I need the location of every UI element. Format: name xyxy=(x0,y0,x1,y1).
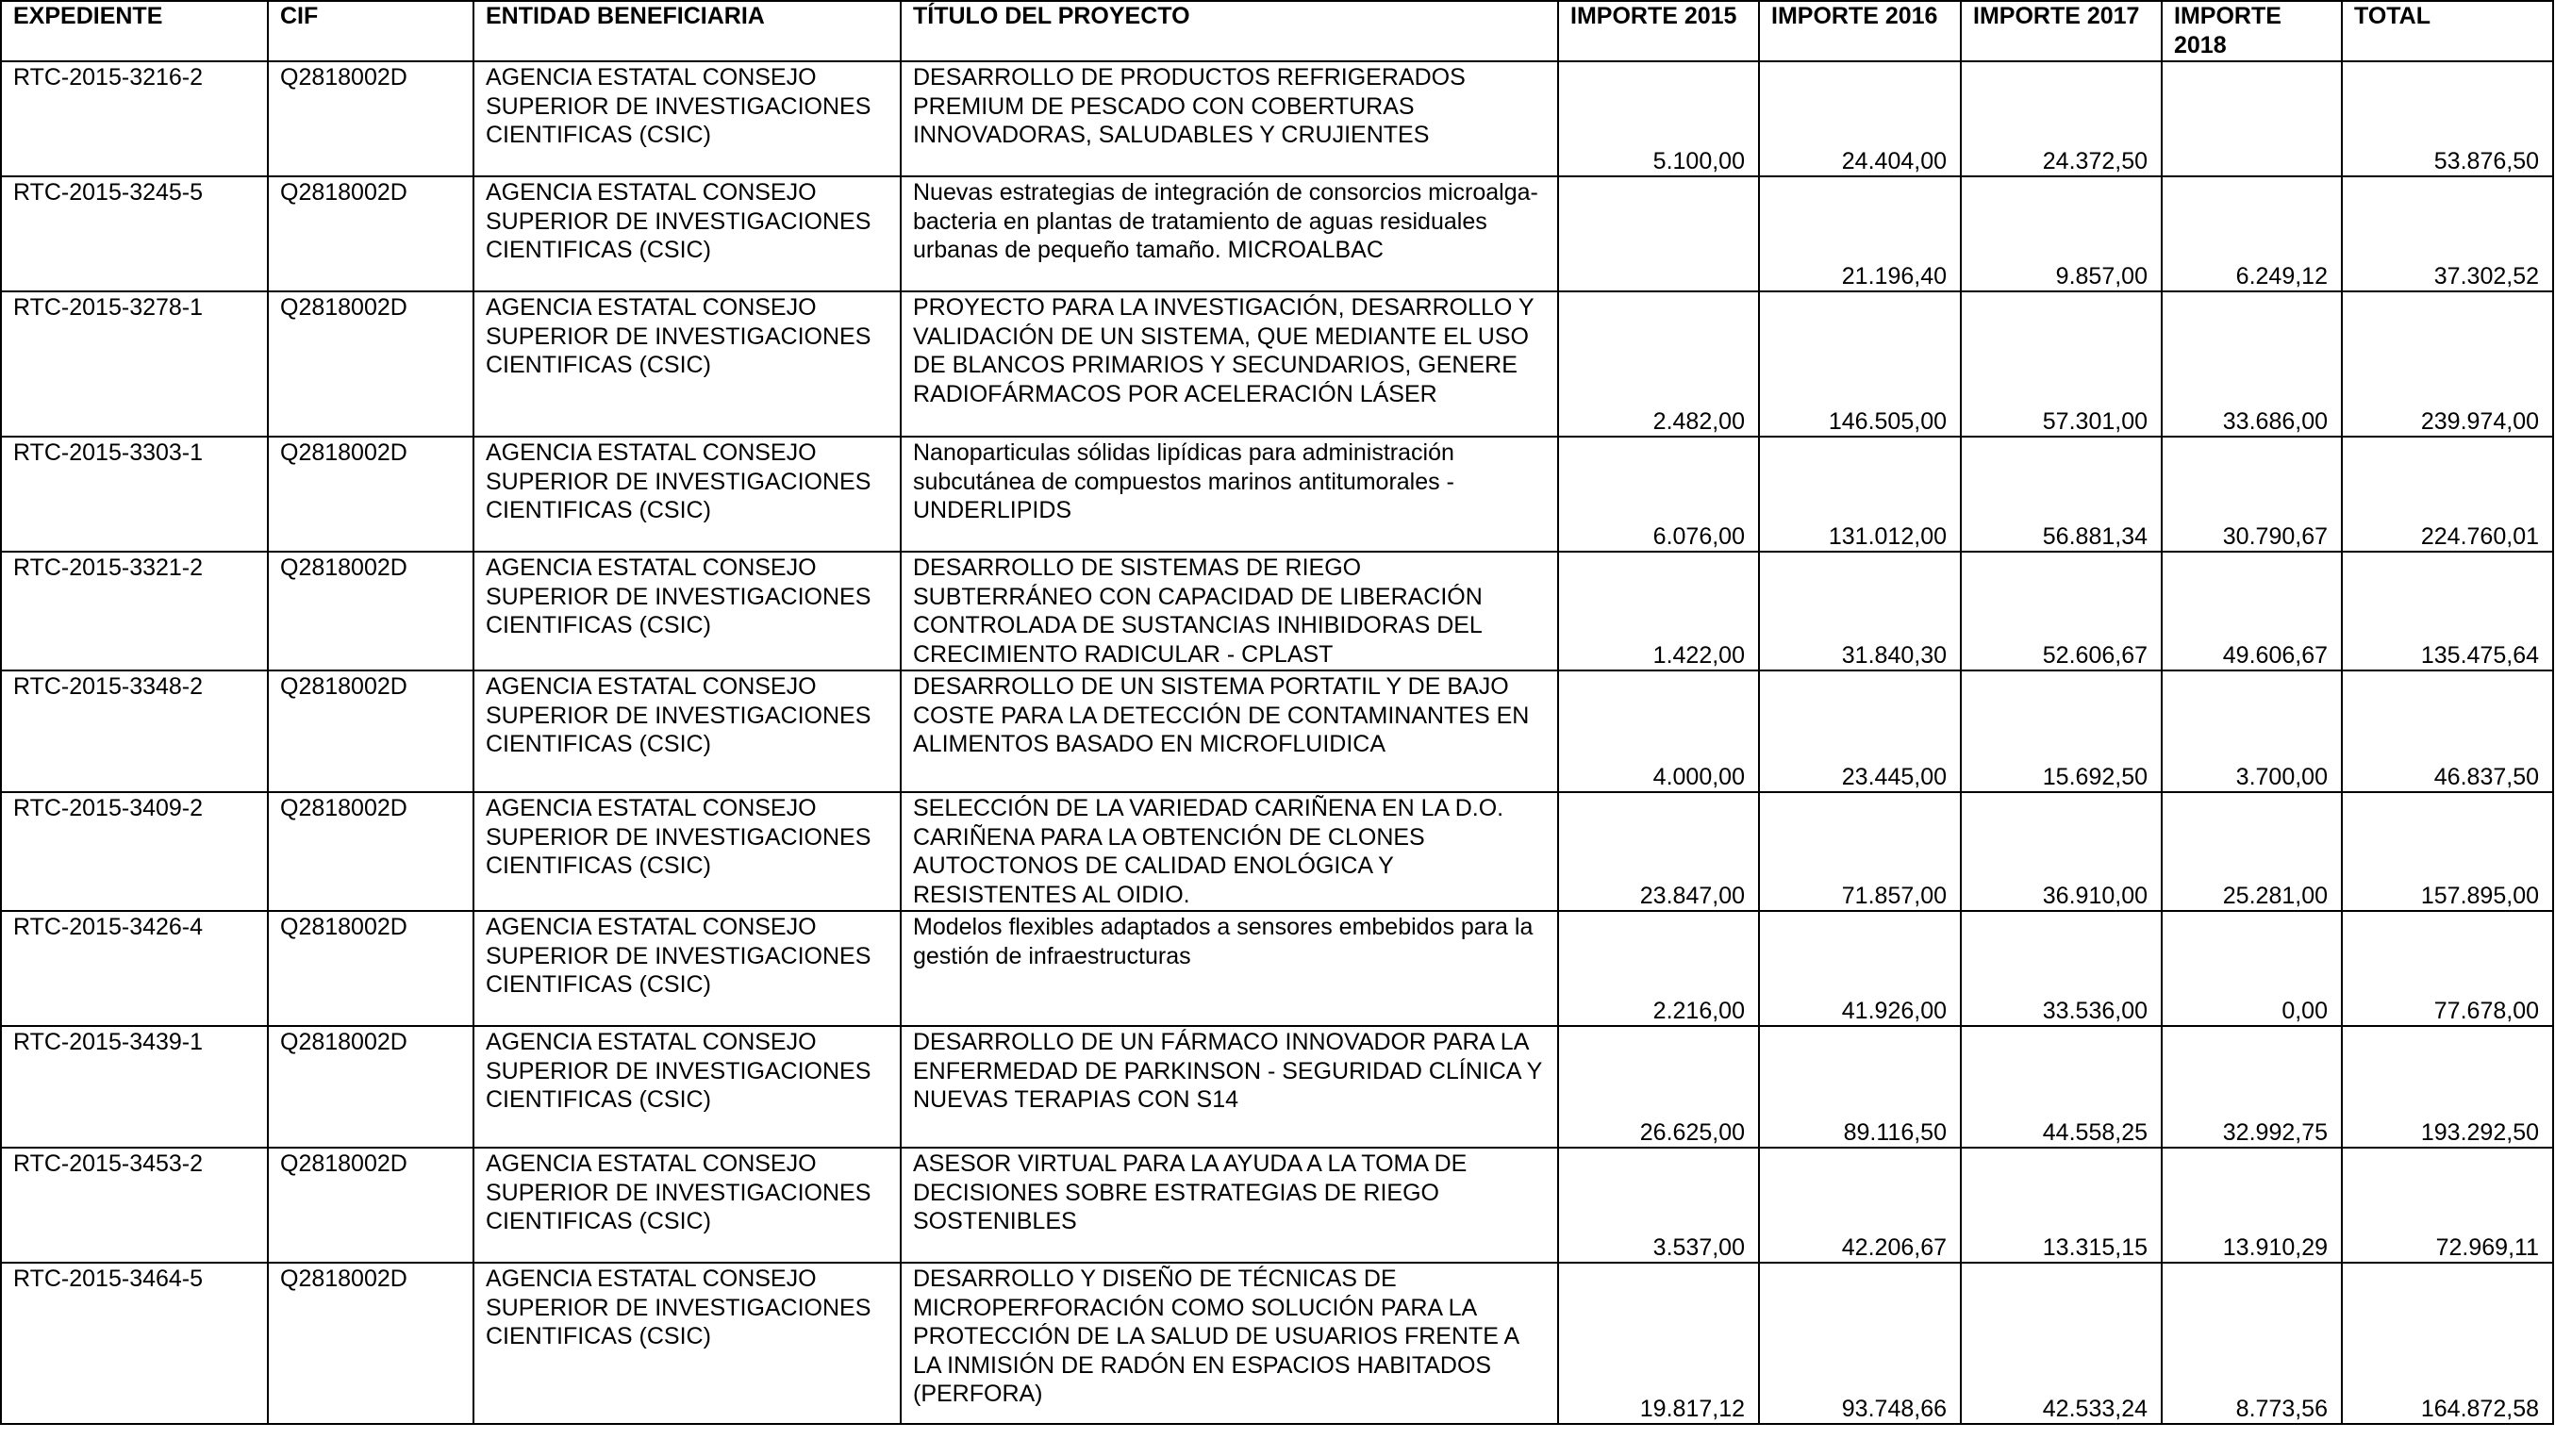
cell-expediente: RTC-2015-3426-4 xyxy=(1,911,268,1026)
cell-importe-2015: 26.625,00 xyxy=(1558,1026,1759,1148)
cell-importe-2018: 8.773,56 xyxy=(2162,1263,2342,1424)
cell-importe-2016: 23.445,00 xyxy=(1759,670,1961,792)
cell-importe-2017: 36.910,00 xyxy=(1961,792,2162,911)
cell-importe-2018: 13.910,29 xyxy=(2162,1148,2342,1263)
cell-importe-2017: 9.857,00 xyxy=(1961,176,2162,291)
cell-total: 164.872,58 xyxy=(2342,1263,2553,1424)
cell-cif: Q2818002D xyxy=(268,291,473,437)
cell-entidad: AGENCIA ESTATAL CONSEJO SUPERIOR DE INVESTIGACIONES CIENTIFICAS (CSIC) xyxy=(473,670,901,792)
cell-importe-2017: 15.692,50 xyxy=(1961,670,2162,792)
cell-expediente: RTC-2015-3348-2 xyxy=(1,670,268,792)
table-row xyxy=(1,291,2553,437)
table-row xyxy=(1,437,2553,552)
cell-importe-2017: 56.881,34 xyxy=(1961,437,2162,552)
cell-importe-2018: 49.606,67 xyxy=(2162,552,2342,670)
cell-cif: Q2818002D xyxy=(268,670,473,792)
table-row xyxy=(1,1026,2553,1148)
cell-total: 157.895,00 xyxy=(2342,792,2553,911)
table-row xyxy=(1,176,2553,291)
cell-titulo: ASESOR VIRTUAL PARA LA AYUDA A LA TOMA DE DECISIONES SOBRE ESTRATEGIAS DE RIEGO SOSTENIBLES xyxy=(901,1148,1558,1263)
table-row xyxy=(1,670,2553,792)
cell-importe-2016: 71.857,00 xyxy=(1759,792,1961,911)
table-row xyxy=(1,1263,2553,1424)
cell-entidad: AGENCIA ESTATAL CONSEJO SUPERIOR DE INVESTIGACIONES CIENTIFICAS (CSIC) xyxy=(473,176,901,291)
cell-importe-2018: 6.249,12 xyxy=(2162,176,2342,291)
cell-expediente: RTC-2015-3278-1 xyxy=(1,291,268,437)
cell-cif: Q2818002D xyxy=(268,61,473,176)
header-expediente: EXPEDIENTE xyxy=(1,1,268,61)
table-row xyxy=(1,61,2553,176)
table-row xyxy=(1,552,2553,670)
cell-expediente: RTC-2015-3321-2 xyxy=(1,552,268,670)
cell-importe-2016: 31.840,30 xyxy=(1759,552,1961,670)
cell-titulo: PROYECTO PARA LA INVESTIGACIÓN, DESARROLLO Y VALIDACIÓN DE UN SISTEMA, QUE MEDIANTE EL USO DE BLANCOS PRIMARIOS Y SECUNDARIOS, GENERE RADIOFÁRMACOS POR ACELERACIÓN LÁSER xyxy=(901,291,1558,437)
cell-titulo: DESARROLLO DE PRODUCTOS REFRIGERADOS PREMIUM DE PESCADO CON COBERTURAS INNOVADORAS, SALUDABLES Y CRUJIENTES xyxy=(901,61,1558,176)
cell-importe-2015: 3.537,00 xyxy=(1558,1148,1759,1263)
cell-total: 239.974,00 xyxy=(2342,291,2553,437)
cell-cif: Q2818002D xyxy=(268,552,473,670)
cell-entidad: AGENCIA ESTATAL CONSEJO SUPERIOR DE INVESTIGACIONES CIENTIFICAS (CSIC) xyxy=(473,61,901,176)
cell-entidad: AGENCIA ESTATAL CONSEJO SUPERIOR DE INVESTIGACIONES CIENTIFICAS (CSIC) xyxy=(473,1263,901,1424)
cell-total: 77.678,00 xyxy=(2342,911,2553,1026)
cell-importe-2016: 21.196,40 xyxy=(1759,176,1961,291)
cell-importe-2015: 19.817,12 xyxy=(1558,1263,1759,1424)
header-titulo: TÍTULO DEL PROYECTO xyxy=(901,1,1558,61)
cell-importe-2016: 131.012,00 xyxy=(1759,437,1961,552)
cell-importe-2018: 0,00 xyxy=(2162,911,2342,1026)
cell-importe-2015: 23.847,00 xyxy=(1558,792,1759,911)
header-row xyxy=(1,1,2553,61)
cell-entidad: AGENCIA ESTATAL CONSEJO SUPERIOR DE INVESTIGACIONES CIENTIFICAS (CSIC) xyxy=(473,291,901,437)
cell-importe-2018: 33.686,00 xyxy=(2162,291,2342,437)
cell-total: 193.292,50 xyxy=(2342,1026,2553,1148)
header-importe-2016: IMPORTE 2016 xyxy=(1759,1,1961,61)
cell-importe-2016: 41.926,00 xyxy=(1759,911,1961,1026)
cell-importe-2018 xyxy=(2162,61,2342,176)
cell-titulo: DESARROLLO DE UN FÁRMACO INNOVADOR PARA LA ENFERMEDAD DE PARKINSON - SEGURIDAD CLÍNICA Y NUEVAS TERAPIAS CON S14 xyxy=(901,1026,1558,1148)
header-importe-2018: IMPORTE 2018 xyxy=(2162,1,2342,61)
cell-cif: Q2818002D xyxy=(268,911,473,1026)
cell-importe-2015: 6.076,00 xyxy=(1558,437,1759,552)
header-importe-2017: IMPORTE 2017 xyxy=(1961,1,2162,61)
cell-entidad: AGENCIA ESTATAL CONSEJO SUPERIOR DE INVESTIGACIONES CIENTIFICAS (CSIC) xyxy=(473,437,901,552)
cell-importe-2018: 25.281,00 xyxy=(2162,792,2342,911)
cell-entidad: AGENCIA ESTATAL CONSEJO SUPERIOR DE INVESTIGACIONES CIENTIFICAS (CSIC) xyxy=(473,552,901,670)
table-row xyxy=(1,1148,2553,1263)
cell-importe-2017: 57.301,00 xyxy=(1961,291,2162,437)
cell-expediente: RTC-2015-3453-2 xyxy=(1,1148,268,1263)
table-body xyxy=(1,61,2553,1424)
cell-importe-2015: 2.216,00 xyxy=(1558,911,1759,1026)
cell-total: 72.969,11 xyxy=(2342,1148,2553,1263)
cell-entidad: AGENCIA ESTATAL CONSEJO SUPERIOR DE INVESTIGACIONES CIENTIFICAS (CSIC) xyxy=(473,1026,901,1148)
header-entidad: ENTIDAD BENEFICIARIA xyxy=(473,1,901,61)
cell-cif: Q2818002D xyxy=(268,176,473,291)
cell-importe-2017: 42.533,24 xyxy=(1961,1263,2162,1424)
cell-titulo: Nuevas estrategias de integración de consorcios microalga-bacteria en plantas de tratamiento de aguas residuales urbanas de pequeño tamaño. MICROALBAC xyxy=(901,176,1558,291)
cell-cif: Q2818002D xyxy=(268,1263,473,1424)
cell-importe-2017: 44.558,25 xyxy=(1961,1026,2162,1148)
cell-importe-2017: 13.315,15 xyxy=(1961,1148,2162,1263)
cell-importe-2015: 1.422,00 xyxy=(1558,552,1759,670)
table-row xyxy=(1,911,2553,1026)
cell-entidad: AGENCIA ESTATAL CONSEJO SUPERIOR DE INVESTIGACIONES CIENTIFICAS (CSIC) xyxy=(473,1148,901,1263)
cell-cif: Q2818002D xyxy=(268,1026,473,1148)
cell-expediente: RTC-2015-3464-5 xyxy=(1,1263,268,1424)
cell-importe-2018: 30.790,67 xyxy=(2162,437,2342,552)
cell-cif: Q2818002D xyxy=(268,792,473,911)
cell-importe-2015: 4.000,00 xyxy=(1558,670,1759,792)
cell-entidad: AGENCIA ESTATAL CONSEJO SUPERIOR DE INVESTIGACIONES CIENTIFICAS (CSIC) xyxy=(473,792,901,911)
cell-total: 135.475,64 xyxy=(2342,552,2553,670)
cell-expediente: RTC-2015-3245-5 xyxy=(1,176,268,291)
cell-titulo: DESARROLLO Y DISEÑO DE TÉCNICAS DE MICROPERFORACIÓN COMO SOLUCIÓN PARA LA PROTECCIÓN DE LA SALUD DE USUARIOS FRENTE A LA INMISIÓN DE RADÓN EN ESPACIOS HABITADOS (PERFORA) xyxy=(901,1263,1558,1424)
cell-importe-2016: 42.206,67 xyxy=(1759,1148,1961,1263)
cell-total: 46.837,50 xyxy=(2342,670,2553,792)
cell-total: 224.760,01 xyxy=(2342,437,2553,552)
cell-importe-2016: 146.505,00 xyxy=(1759,291,1961,437)
table-row xyxy=(1,792,2553,911)
cell-importe-2016: 89.116,50 xyxy=(1759,1026,1961,1148)
cell-cif: Q2818002D xyxy=(268,437,473,552)
header-cif: CIF xyxy=(268,1,473,61)
cell-importe-2017: 24.372,50 xyxy=(1961,61,2162,176)
cell-titulo: Nanoparticulas sólidas lipídicas para administración subcutánea de compuestos marinos antitumorales - UNDERLIPIDS xyxy=(901,437,1558,552)
cell-total: 37.302,52 xyxy=(2342,176,2553,291)
cell-importe-2018: 3.700,00 xyxy=(2162,670,2342,792)
cell-entidad: AGENCIA ESTATAL CONSEJO SUPERIOR DE INVESTIGACIONES CIENTIFICAS (CSIC) xyxy=(473,911,901,1026)
cell-total: 53.876,50 xyxy=(2342,61,2553,176)
cell-importe-2015 xyxy=(1558,176,1759,291)
cell-titulo: Modelos flexibles adaptados a sensores embebidos para la gestión de infraestructuras xyxy=(901,911,1558,1026)
cell-expediente: RTC-2015-3216-2 xyxy=(1,61,268,176)
cell-importe-2016: 24.404,00 xyxy=(1759,61,1961,176)
cell-titulo: DESARROLLO DE SISTEMAS DE RIEGO SUBTERRÁNEO CON CAPACIDAD DE LIBERACIÓN CONTROLADA DE SUSTANCIAS INHIBIDORAS DEL CRECIMIENTO RADICULAR - CPLAST xyxy=(901,552,1558,670)
cell-importe-2017: 33.536,00 xyxy=(1961,911,2162,1026)
cell-importe-2015: 2.482,00 xyxy=(1558,291,1759,437)
cell-importe-2018: 32.992,75 xyxy=(2162,1026,2342,1148)
cell-expediente: RTC-2015-3409-2 xyxy=(1,792,268,911)
cell-importe-2016: 93.748,66 xyxy=(1759,1263,1961,1424)
header-importe-2015: IMPORTE 2015 xyxy=(1558,1,1759,61)
cell-importe-2017: 52.606,67 xyxy=(1961,552,2162,670)
cell-expediente: RTC-2015-3303-1 xyxy=(1,437,268,552)
cell-titulo: SELECCIÓN DE LA VARIEDAD CARIÑENA EN LA D.O. CARIÑENA PARA LA OBTENCIÓN DE CLONES AUTOCTONOS DE CALIDAD ENOLÓGICA Y RESISTENTES AL OIDIO. xyxy=(901,792,1558,911)
cell-importe-2015: 5.100,00 xyxy=(1558,61,1759,176)
cell-titulo: DESARROLLO DE UN SISTEMA PORTATIL Y DE BAJO COSTE PARA LA DETECCIÓN DE CONTAMINANTES EN ALIMENTOS BASADO EN MICROFLUIDICA xyxy=(901,670,1558,792)
cell-cif: Q2818002D xyxy=(268,1148,473,1263)
cell-expediente: RTC-2015-3439-1 xyxy=(1,1026,268,1148)
header-total: TOTAL xyxy=(2342,1,2553,61)
